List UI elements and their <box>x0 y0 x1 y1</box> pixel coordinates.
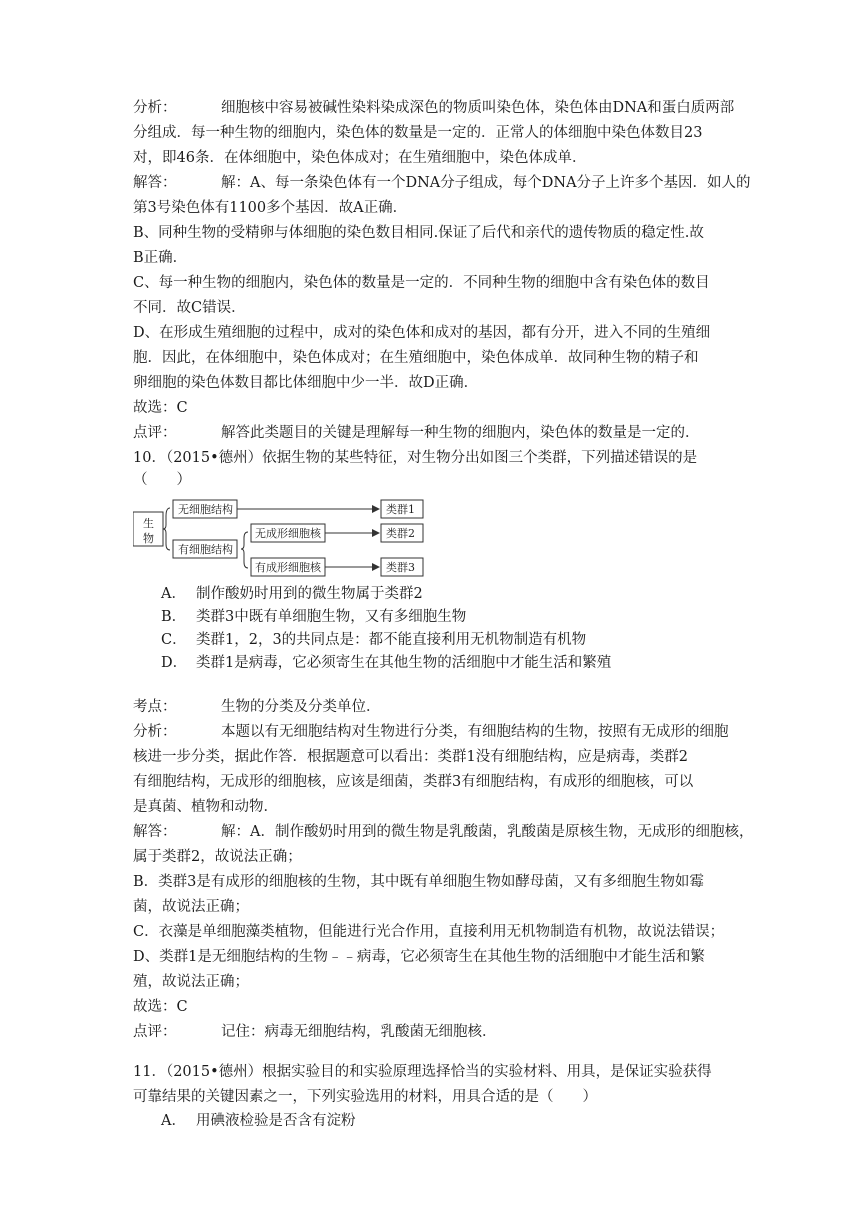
no-nucleus-label: 无成形细胞核 <box>255 527 321 540</box>
answer-choice: 故选：C <box>133 999 188 1015</box>
group2-label: 类群2 <box>386 527 415 540</box>
answer-line: B、同种生物的受精卵与体细胞的染色数目相同.保证了后代和亲代的遗传物质的稳定性.故 <box>133 225 704 241</box>
has-cell-label: 有细胞结构 <box>178 543 233 556</box>
root-char-1: 生 <box>143 517 154 530</box>
comment-label: 点评： <box>133 425 177 441</box>
answer-line: B．类群3是有成形的细胞核的生物，其中既有单细胞生物如酵母菌，又有多细胞生物如霉 <box>133 874 704 890</box>
analysis-line: 核进一步分类，据此作答．根据题意可以看出：类群1没有细胞结构，应是病毒，类群2 <box>133 749 688 765</box>
answer-line: 卵细胞的染色体数目都比体细胞中少一半．故D正确． <box>133 375 479 391</box>
answer-label: 解答： <box>133 175 177 191</box>
answer-line: 解答： 解：A．制作酸奶时用到的微生物是乳酸菌，乳酸菌是原核生物，无成形的细胞核， <box>133 824 754 840</box>
answer-line: D、类群1是无细胞结构的生物﹣﹣病毒，它必须寄生在其他生物的活细胞中才能生活和繁 <box>133 949 705 965</box>
analysis-line: 有细胞结构，无成形的细胞核，应该是细菌，类群3有细胞结构，有成形的细胞核，可以 <box>133 774 694 790</box>
question-stem: 10．（2015•德州）依据生物的某些特征，对生物分出如图三个类群，下列描述错误的是 <box>133 450 698 466</box>
analysis-label: 分析： <box>133 100 177 116</box>
analysis-line: 分组成．每一种生物的细胞内，染色体的数量是一定的．正常人的体细胞中染色体数目23 <box>133 125 703 141</box>
answer-line: 菌，故说法正确； <box>133 899 249 915</box>
group1-label: 类群1 <box>386 503 415 516</box>
comment-line: 点评： 解答此类题目的关键是理解每一种生物的细胞内，染色体的数量是一定的． <box>133 425 700 441</box>
comment-label: 点评： <box>133 1024 177 1040</box>
cell-brace <box>241 532 248 568</box>
analysis-line: 是真菌、植物和动物． <box>133 799 278 815</box>
answer-line: D、在形成生殖细胞的过程中，成对的染色体和成对的基因，都有分开，进入不同的生殖细 <box>133 325 711 341</box>
option-a: A． 用碘液检验是否含有淀粉 <box>161 1113 356 1129</box>
point-line: 考点： 生物的分类及分类单位． <box>133 699 381 715</box>
option-d: D． 类群1是病毒，它必须寄生在其他生物的活细胞中才能生活和繁殖 <box>161 655 612 671</box>
has-nucleus-label: 有成形细胞核 <box>255 561 321 574</box>
analysis-line: 对，即46条．在体细胞中，染色体成对；在生殖细胞中，染色体成单． <box>133 150 587 166</box>
answer-choice: 故选：C <box>133 400 188 416</box>
answer-line: B正确． <box>133 250 188 266</box>
question-blank: （ ） <box>133 472 191 488</box>
option-c: C． 类群1，2，3的共同点是：都不能直接利用无机物制造有机物 <box>161 632 587 648</box>
analysis-line: 分析： 细胞核中容易被碱性染料染成深色的物质叫染色体，染色体由DNA和蛋白质两部 <box>133 100 735 116</box>
answer-line: 胞．因此，在体细胞中，染色体成对；在生殖细胞中，染色体成单．故同种生物的精子和 <box>133 350 699 366</box>
root-char-2: 物 <box>143 532 154 545</box>
option-a: A． 制作酸奶时用到的微生物属于类群2 <box>161 586 423 602</box>
point-label: 考点： <box>133 699 177 715</box>
answer-label: 解答： <box>133 824 177 840</box>
answer-line: 属于类群2，故说法正确； <box>133 849 302 865</box>
group3-label: 类群3 <box>386 561 415 574</box>
answer-line: 解答： 解：A、每一条染色体有一个DNA分子组成，每个DNA分子上许多个基因．如人的 <box>133 175 751 191</box>
answer-line: 殖，故说法正确； <box>133 974 249 990</box>
root-brace <box>163 508 170 550</box>
analysis-label: 分析： <box>133 724 177 740</box>
answer-line: C、每一种生物的细胞内，染色体的数量是一定的．不同种生物的细胞中含有染色体的数目 <box>133 275 710 291</box>
question-stem: 11．（2015•德州）根据实验目的和实验原理选择恰当的实验材料、用具，是保证实验获得 <box>133 1064 712 1080</box>
answer-line: 不同．故C错误． <box>133 300 246 316</box>
comment-line: 点评： 记住：病毒无细胞结构，乳酸菌无细胞核． <box>133 1024 497 1040</box>
option-b: B． 类群3中既有单细胞生物，又有多细胞生物 <box>161 609 467 625</box>
classification-diagram <box>133 492 433 582</box>
question-stem: 可靠结果的关键因素之一，下列实验选用的材料，用具合适的是（ ） <box>133 1089 597 1105</box>
answer-line: C．衣藻是单细胞藻类植物，但能进行光合作用，直接利用无机物制造有机物，故说法错误； <box>133 924 725 940</box>
answer-line: 第3号染色体有1100多个基因．故A正确． <box>133 200 408 216</box>
no-cell-label: 无细胞结构 <box>178 503 233 516</box>
analysis-line: 分析： 本题以有无细胞结构对生物进行分类，有细胞结构的生物，按照有无成形的细胞 <box>133 724 729 740</box>
